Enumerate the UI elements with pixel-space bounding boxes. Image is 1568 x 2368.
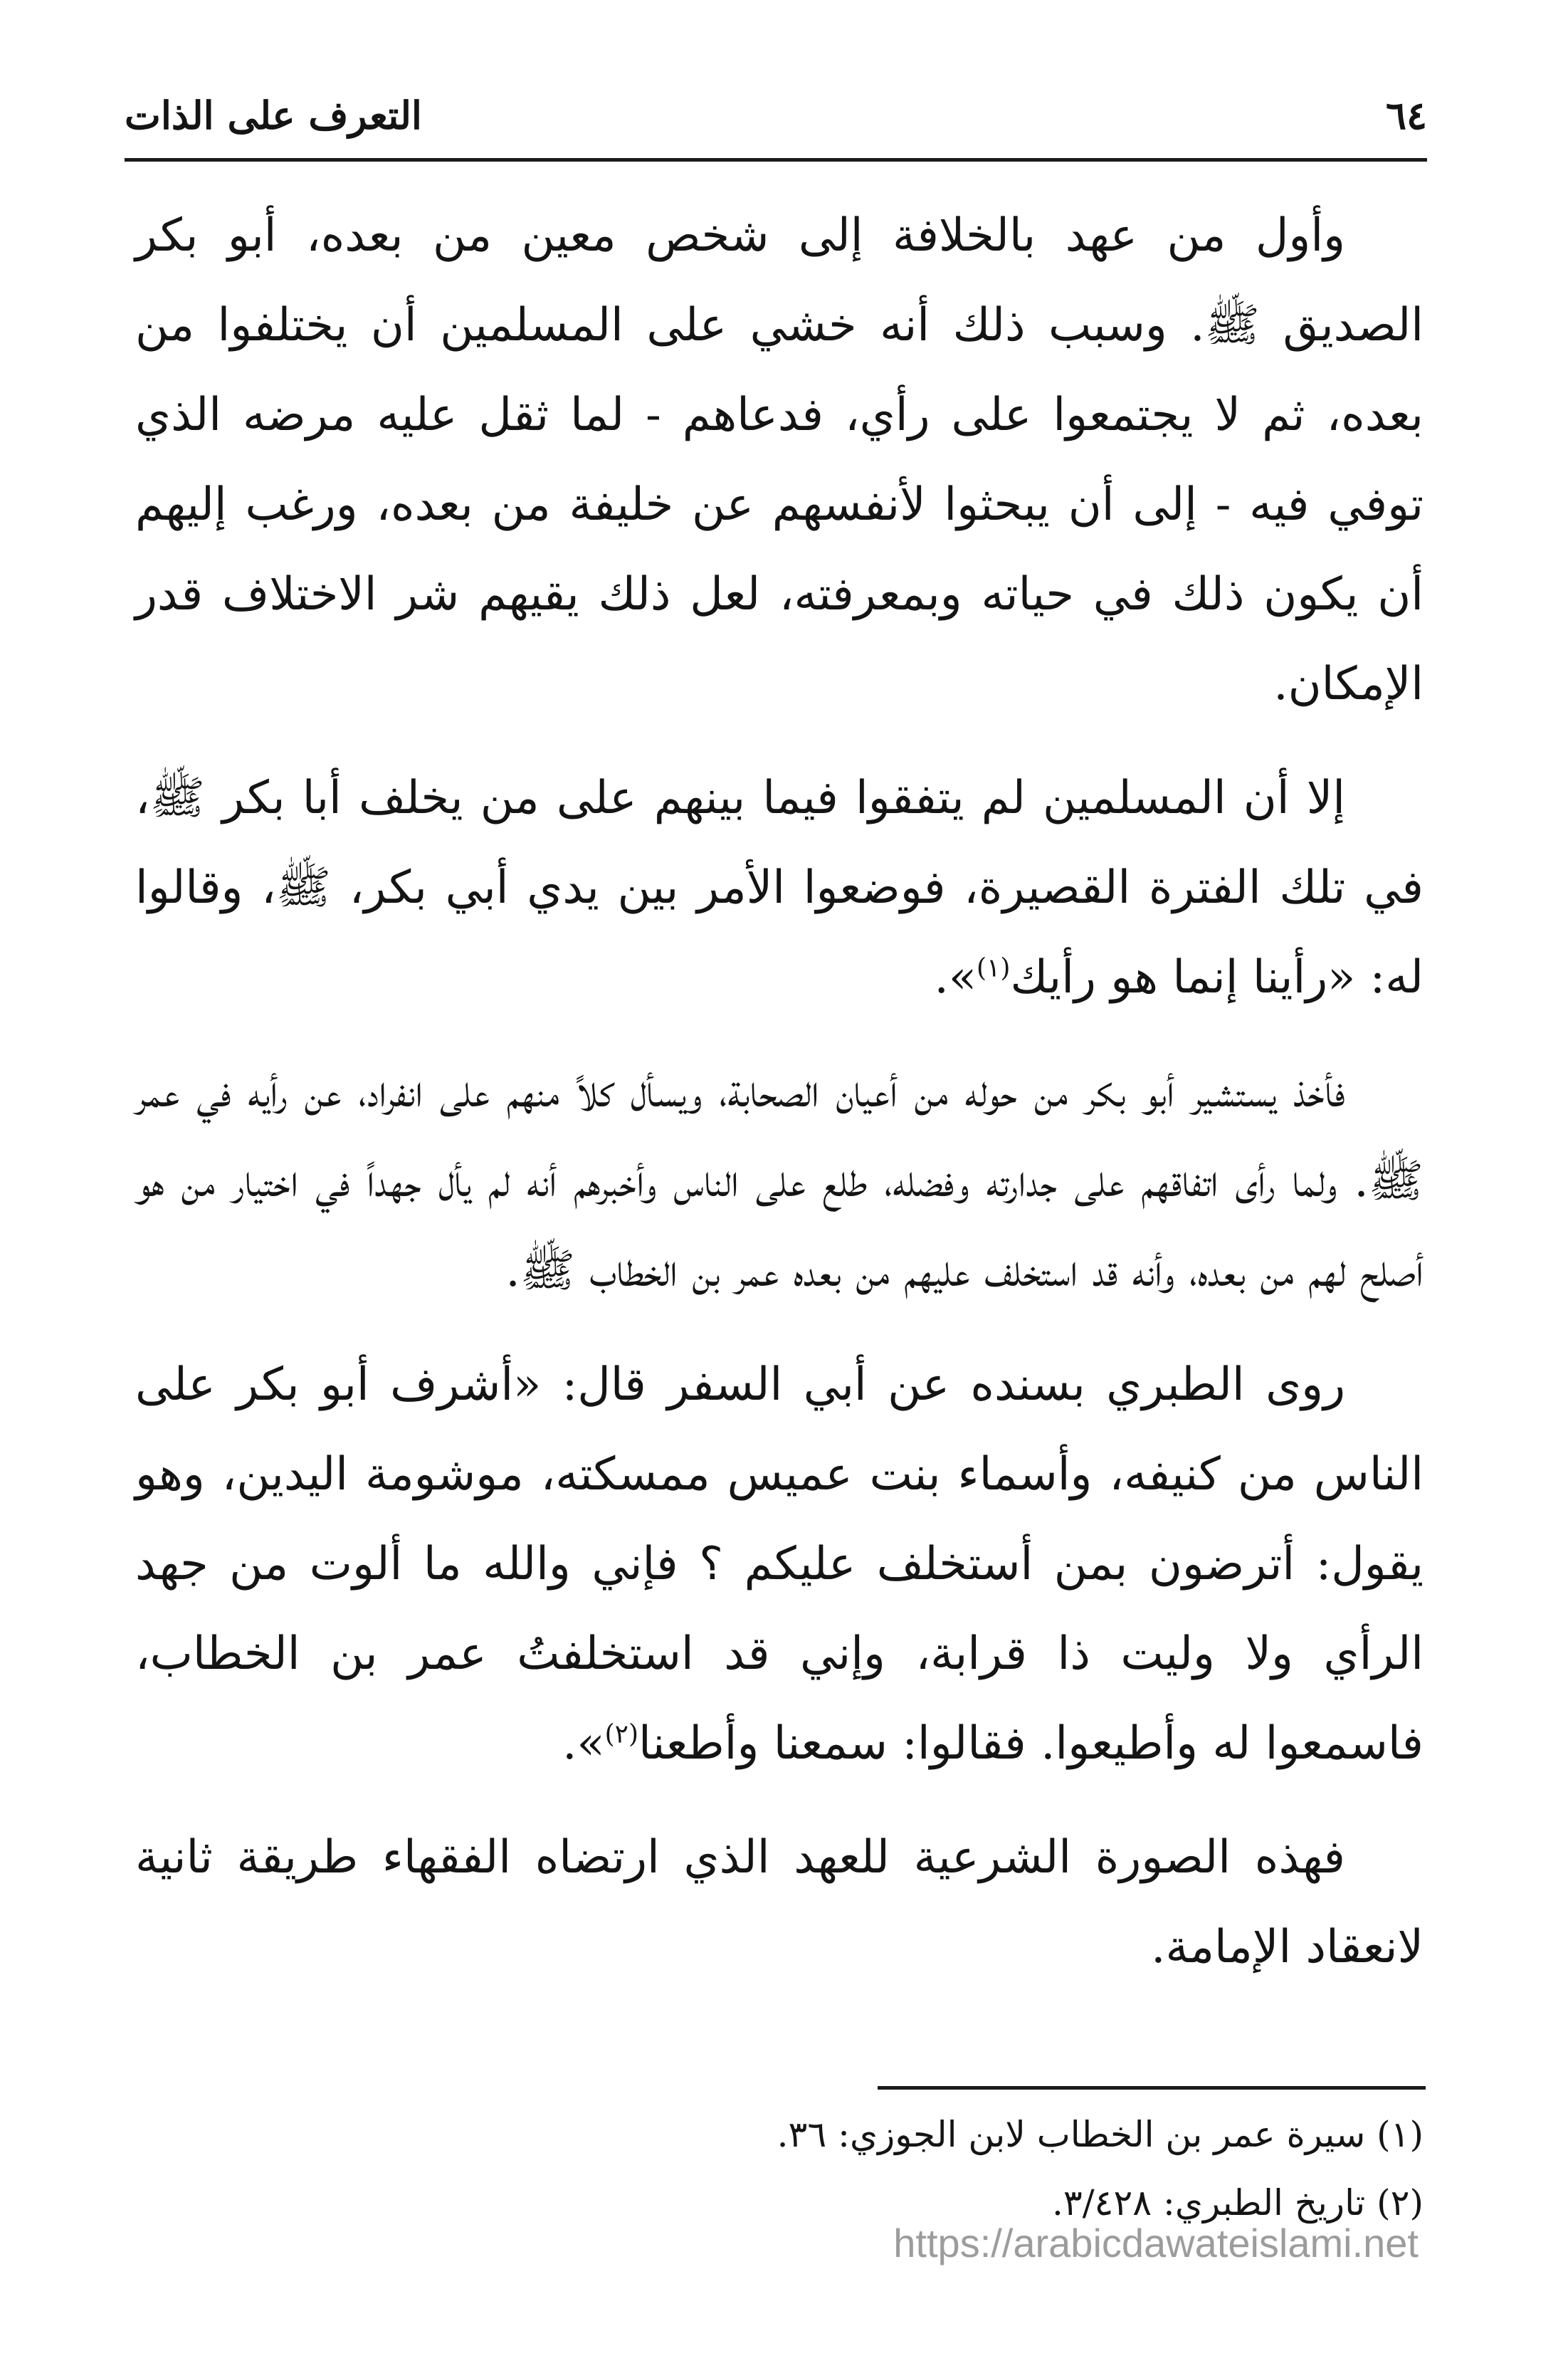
footnote: (٢) تاريخ الطبري: ٣/٤٢٨. — [1051, 2182, 1424, 2223]
running-title: التعرف على الذات — [125, 93, 422, 138]
footnote-rule — [878, 2086, 1426, 2090]
paragraph — [135, 1340, 1424, 1788]
header-rule — [125, 158, 1427, 162]
paragraph-text: وأول من عهد بالخلافة إلى شخص معين من بعده، أبو بكر الصديق ﷺ. وسبب ذلك أنه خشي على المسلمين أن يختلفوا من بعده، ثم لا يجتمعوا على رأي، فدعاهم - لما ثقل عليه مرضه الذي توفي فيه - إلى أن يبحثوا لأنفسهم عن خليفة من بعده، ورغب إليهم أن يكون ذلك في حياته وبمعرفته، لعل ذلك يقيهم شر الاختلاف قدر الإمكان. — [135, 209, 1424, 711]
paragraph-text: إلا أن المسلمين لم يتفقوا فيما بينهم على من يخلف أبا بكر ﷺ، في تلك الفترة القصيرة، فوضعوا الأمر بين يدي أبي بكر، ﷺ، وقالوا له: «رأينا إنما هو رأيك — [135, 772, 1424, 1004]
paragraph-text: فأخذ يستشير أبو بكر من حوله من أعيان الصحابة، ويسأل كلاً منهم على انفراد، عن رأيه في عمر ﷺ. ولما رأى اتفاقهم على جدارته وفضله، طلع على الناس وأخبرهم أنه لم يأل جهداً في اختيار من هو أصلح لهم من بعده، وأنه قد استخلف عليهم من بعده عمر بن الخطاب ﷺ. — [135, 1065, 1424, 1297]
paragraph-text-tail: ». — [934, 951, 977, 1004]
paragraph — [135, 1813, 1424, 1992]
paragraph-text: فهذه الصورة الشرعية للعهد الذي ارتضاه الفقهاء طريقة ثانية لانعقاد الإمامة. — [135, 1831, 1424, 1974]
footnote-reference[interactable]: (١) — [977, 953, 1011, 983]
footnote: (١) سيرة عمر بن الخطاب لابن الجوزي: ٣٦. — [777, 2114, 1424, 2155]
paragraph — [135, 1047, 1424, 1316]
footnote-reference[interactable]: (٢) — [604, 1719, 639, 1749]
paragraph-text: روى الطبري بسنده عن أبي السفر قال: «أشرف أبو بكر على الناس من كنيفه، وأسماء بنت عميس ممسكته، موشومة اليدين، وهو يقول: أترضون بمن أستخلف عليكم ؟ فإني والله ما ألوت من جهد الرأي ولا وليت ذا قرابة، وإني قد استخلفتُ عمر بن الخطاب، فاسمعوا له وأطيعوا. فقالوا: سمعنا وأطعنا — [135, 1358, 1424, 1770]
running-header — [125, 84, 1427, 162]
watermark-url: https://arabicdawateislami.net — [893, 2221, 1419, 2265]
page-number: ٦٤ — [1385, 93, 1427, 138]
paragraph — [135, 753, 1424, 1022]
footnotes — [135, 2100, 1424, 2237]
body-text — [135, 191, 1424, 1992]
paragraph-text-tail: ». — [562, 1717, 605, 1770]
paragraph — [135, 191, 1424, 729]
